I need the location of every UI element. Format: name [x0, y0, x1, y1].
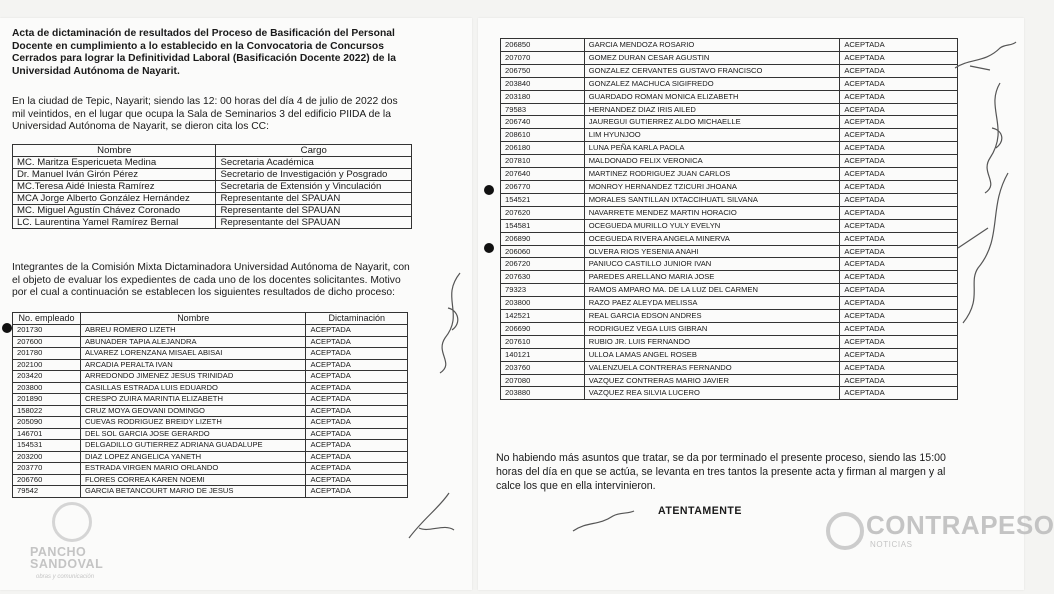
employee-number: 206060 — [501, 245, 585, 258]
dictamination-status: ACEPTADA — [306, 359, 408, 371]
results-header-id: No. empleado — [13, 313, 81, 325]
table-row — [13, 359, 408, 371]
employee-name: GONZALEZ MACHUCA SIGIFREDO — [584, 77, 840, 90]
table-row — [501, 232, 958, 245]
dictamination-status: ACEPTADA — [306, 348, 408, 360]
member-role: Secretaria Académica — [216, 157, 412, 169]
dictamination-status: ACEPTADA — [306, 486, 408, 498]
dictamination-status: ACEPTADA — [306, 371, 408, 383]
document-page-left — [0, 18, 472, 590]
member-name: LC. Laurentina Yamel Ramírez Bernal — [13, 217, 216, 229]
dictamination-status: ACEPTADA — [840, 387, 958, 400]
document-page-right — [478, 18, 1024, 590]
employee-name: ARCADIA PERALTA IVAN — [80, 359, 306, 371]
employee-name: VALENZUELA CONTRERAS FERNANDO — [584, 361, 840, 374]
table-row — [501, 310, 958, 323]
table-row — [501, 387, 958, 400]
results-body-left — [13, 325, 408, 498]
employee-name: VAZQUEZ REA SILVIA LUCERO — [584, 387, 840, 400]
employee-number: 206760 — [13, 474, 81, 486]
employee-number: 207080 — [501, 374, 585, 387]
table-row — [501, 322, 958, 335]
table-row — [501, 374, 958, 387]
table-row — [501, 361, 958, 374]
signature-long-right — [948, 168, 1018, 328]
table-row — [13, 440, 408, 452]
employee-number: 207600 — [13, 336, 81, 348]
table-row — [501, 297, 958, 310]
employee-number: 206890 — [501, 232, 585, 245]
employee-name: JAUREGUI GUTIERREZ ALDO MICHAELLE — [584, 116, 840, 129]
member-role: Representante del SPAUAN — [216, 217, 412, 229]
dictamination-status: ACEPTADA — [306, 451, 408, 463]
employee-name: REAL GARCIA EDSON ANDRES — [584, 310, 840, 323]
employee-name: OCEGUEDA MURILLO YULY EVELYN — [584, 219, 840, 232]
results-body-right — [501, 39, 958, 400]
members-body — [13, 157, 412, 229]
table-row — [501, 155, 958, 168]
signature-top-right — [950, 38, 1020, 78]
punch-hole — [484, 185, 494, 195]
employee-name: CRESPO ZUIRA MARINTIA ELIZABETH — [80, 394, 306, 406]
employee-name: RAMOS AMPARO MA. DE LA LUZ DEL CARMEN — [584, 284, 840, 297]
commission-paragraph: Integrantes de la Comisión Mixta Dictaminadora Universidad Autónoma de Nayarit, con el objeto de evaluar los expedientes de cada uno de los docentes solicitantes. Motivo por el cual a continuación se establecen los siguientes resultados de dicho proceso: — [12, 262, 410, 298]
member-role: Representante del SPAUAN — [216, 193, 412, 205]
employee-number: 207620 — [501, 206, 585, 219]
employee-name: ARREDONDO JIMENEZ JESUS TRINIDAD — [80, 371, 306, 383]
employee-name: RAZO PAEZ ALEYDA MELISSA — [584, 297, 840, 310]
table-row — [13, 336, 408, 348]
table-row — [501, 335, 958, 348]
table-row — [501, 206, 958, 219]
employee-name: ESTRADA VIRGEN MARIO ORLANDO — [80, 463, 306, 475]
dictamination-status: ACEPTADA — [840, 90, 958, 103]
employee-number: 203880 — [501, 387, 585, 400]
employee-number: 146701 — [13, 428, 81, 440]
table-row — [13, 474, 408, 486]
watermark-brand-name: CONTRAPESO — [866, 510, 1054, 540]
employee-name: HERNANDEZ DIAZ IRIS AILED — [584, 103, 840, 116]
dictamination-status: ACEPTADA — [840, 77, 958, 90]
dictamination-status: ACEPTADA — [840, 232, 958, 245]
table-row — [501, 180, 958, 193]
employee-number: 206690 — [501, 322, 585, 335]
employee-number: 203200 — [13, 451, 81, 463]
employee-name: GUARDADO ROMAN MONICA ELIZABETH — [584, 90, 840, 103]
table-row — [501, 348, 958, 361]
employee-number: 205090 — [13, 417, 81, 429]
employee-name: GARCIA MENDOZA ROSARIO — [584, 39, 840, 52]
member-name: MCA Jorge Alberto González Hernández — [13, 193, 216, 205]
dictamination-status: ACEPTADA — [840, 193, 958, 206]
employee-number: 154521 — [501, 193, 585, 206]
table-row — [13, 325, 408, 337]
employee-number: 203840 — [501, 77, 585, 90]
member-role: Secretario de Investigación y Posgrado — [216, 169, 412, 181]
members-table — [12, 144, 412, 229]
members-row — [13, 169, 412, 181]
members-header-row — [13, 145, 412, 157]
employee-number: 79542 — [13, 486, 81, 498]
dictamination-status: ACEPTADA — [306, 405, 408, 417]
members-row — [13, 205, 412, 217]
employee-number: 154581 — [501, 219, 585, 232]
employee-name: CUEVAS RODRIGUEZ BREIDY LIZETH — [80, 417, 306, 429]
table-row — [501, 271, 958, 284]
dictamination-status: ACEPTADA — [840, 322, 958, 335]
dictamination-status: ACEPTADA — [840, 180, 958, 193]
dictamination-status: ACEPTADA — [840, 284, 958, 297]
employee-number: 206740 — [501, 116, 585, 129]
employee-number: 207810 — [501, 155, 585, 168]
watermark-pancho-sandoval — [30, 502, 120, 594]
table-row — [13, 428, 408, 440]
employee-number: 207610 — [501, 335, 585, 348]
dictamination-status: ACEPTADA — [306, 463, 408, 475]
employee-name: LIM HYUNJOO — [584, 129, 840, 142]
table-row — [501, 284, 958, 297]
watermark-logo-circle — [52, 502, 92, 542]
member-name: MC. Maritza Espericueta Medina — [13, 157, 216, 169]
document-title: Acta de dictaminación de resultados del Proceso de Basificación del Personal Docente en cumplimiento a lo establecido en la Convocatoria de Concursos Cerrados para lograr la Definitividad Laboral (Basificación Docente 2022) de la Universidad Autónoma de Nayarit. — [12, 28, 396, 77]
dictamination-status: ACEPTADA — [840, 374, 958, 387]
dictamination-status: ACEPTADA — [840, 39, 958, 52]
dictamination-status: ACEPTADA — [840, 271, 958, 284]
members-row — [13, 217, 412, 229]
employee-name: NAVARRETE MENDEZ MARTIN HORACIO — [584, 206, 840, 219]
dictamination-status: ACEPTADA — [840, 155, 958, 168]
table-row — [501, 168, 958, 181]
employee-number: 142521 — [501, 310, 585, 323]
employee-name: CASILLAS ESTRADA LUIS EDUARDO — [80, 382, 306, 394]
employee-name: MARTINEZ RODRIGUEZ JUAN CARLOS — [584, 168, 840, 181]
employee-number: 203770 — [13, 463, 81, 475]
dictamination-status: ACEPTADA — [306, 394, 408, 406]
dictamination-status: ACEPTADA — [840, 142, 958, 155]
table-row — [501, 258, 958, 271]
employee-number: 203180 — [501, 90, 585, 103]
results-header-row — [13, 313, 408, 325]
table-row — [13, 382, 408, 394]
employee-name: PANIUCO CASTILLO JUNIOR IVAN — [584, 258, 840, 271]
table-row — [13, 371, 408, 383]
employee-number: 79323 — [501, 284, 585, 297]
watermark-brand-line2: SANDOVAL — [30, 557, 104, 571]
employee-number: 158022 — [13, 405, 81, 417]
employee-name: ULLOA LAMAS ANGEL ROSEB — [584, 348, 840, 361]
employee-name: GARCIA BETANCOURT MARIO DE JESUS — [80, 486, 306, 498]
watermark-ring-icon — [826, 512, 864, 550]
dictamination-status: ACEPTADA — [306, 474, 408, 486]
dictamination-status: ACEPTADA — [840, 297, 958, 310]
dictamination-status: ACEPTADA — [306, 325, 408, 337]
sign-off: ATENTAMENTE — [658, 505, 742, 517]
employee-number: 79583 — [501, 103, 585, 116]
dictamination-status: ACEPTADA — [840, 206, 958, 219]
table-row — [501, 193, 958, 206]
table-row — [501, 245, 958, 258]
table-row — [13, 417, 408, 429]
results-table-left — [12, 312, 408, 498]
table-row — [501, 77, 958, 90]
employee-number: 206180 — [501, 142, 585, 155]
table-row — [501, 64, 958, 77]
opening-paragraph: En la ciudad de Tepic, Nayarit; siendo las 12: 00 horas del día 4 de julio de 2022 dos mil veintidos, en el lugar que ocupa la Sala de Seminarios 3 del edificio PIIDA de la Universidad Autónoma de Nayarit, se dieron cita los CC: — [12, 96, 398, 132]
employee-name: RUBIO JR. LUIS FERNANDO — [584, 335, 840, 348]
dictamination-status: ACEPTADA — [306, 336, 408, 348]
employee-number: 206850 — [501, 39, 585, 52]
table-row — [501, 129, 958, 142]
dictamination-status: ACEPTADA — [840, 129, 958, 142]
results-header-status: Dictaminación — [306, 313, 408, 325]
employee-number: 203760 — [501, 361, 585, 374]
members-row — [13, 157, 412, 169]
dictamination-status: ACEPTADA — [840, 361, 958, 374]
employee-number: 203800 — [501, 297, 585, 310]
table-row — [13, 405, 408, 417]
signature-bottom-right — [568, 506, 638, 536]
employee-name: ALVAREZ LORENZANA MISAEL ABISAI — [80, 348, 306, 360]
signature-bottom-left — [404, 488, 464, 548]
employee-name: RODRIGUEZ VEGA LUIS GIBRAN — [584, 322, 840, 335]
punch-hole — [2, 323, 12, 333]
employee-name: DELGADILLO GUTIERREZ ADRIANA GUADALUPE — [80, 440, 306, 452]
table-row — [13, 451, 408, 463]
employee-number: 203420 — [13, 371, 81, 383]
employee-name: MONROY HERNANDEZ TZICURI JHOANA — [584, 180, 840, 193]
employee-number: 206750 — [501, 64, 585, 77]
results-header-name: Nombre — [80, 313, 306, 325]
table-row — [501, 39, 958, 52]
dictamination-status: ACEPTADA — [840, 335, 958, 348]
table-row — [13, 463, 408, 475]
employee-number: 207630 — [501, 271, 585, 284]
employee-number: 203800 — [13, 382, 81, 394]
employee-name: ABUNADER TAPIA ALEJANDRA — [80, 336, 306, 348]
table-row — [501, 142, 958, 155]
employee-number: 140121 — [501, 348, 585, 361]
employee-name: GOMEZ DURAN CESAR AGUSTIN — [584, 51, 840, 64]
dictamination-status: ACEPTADA — [306, 428, 408, 440]
member-name: Dr. Manuel Iván Girón Pérez — [13, 169, 216, 181]
table-row — [501, 51, 958, 64]
dictamination-status: ACEPTADA — [840, 168, 958, 181]
dictamination-status: ACEPTADA — [840, 64, 958, 77]
employee-number: 201890 — [13, 394, 81, 406]
member-role: Representante del SPAUAN — [216, 205, 412, 217]
members-row — [13, 181, 412, 193]
table-row — [13, 486, 408, 498]
employee-number: 201780 — [13, 348, 81, 360]
employee-name: CRUZ MOYA GEOVANI DOMINGO — [80, 405, 306, 417]
employee-number: 154531 — [13, 440, 81, 452]
employee-name: OLVERA RIOS YESENIA ANAHI — [584, 245, 840, 258]
table-row — [501, 103, 958, 116]
watermark-contrapeso — [826, 510, 1054, 560]
closing-paragraph: No habiendo más asuntos que tratar, se da por terminado el presente proceso, siendo las 15:00 horas del día en que se actúa, se levanta en tres tantos la presente acta y firman al margen y al calce los que en ella intervinieron. — [496, 452, 946, 492]
watermark-brand-sub: NOTICIAS — [870, 540, 913, 549]
employee-name: LUNA PEÑA KARLA PAOLA — [584, 142, 840, 155]
table-row — [13, 394, 408, 406]
table-row — [501, 116, 958, 129]
employee-number: 202100 — [13, 359, 81, 371]
dictamination-status: ACEPTADA — [840, 348, 958, 361]
table-row — [501, 90, 958, 103]
dictamination-status: ACEPTADA — [840, 310, 958, 323]
member-name: MC. Miguel Agustín Chávez Coronado — [13, 205, 216, 217]
employee-name: OCEGUEDA RIVERA ANGELA MINERVA — [584, 232, 840, 245]
employee-name: ABREU ROMERO LIZETH — [80, 325, 306, 337]
dictamination-status: ACEPTADA — [840, 103, 958, 116]
table-row — [13, 348, 408, 360]
dictamination-status: ACEPTADA — [840, 51, 958, 64]
dictamination-status: ACEPTADA — [840, 116, 958, 129]
dictamination-status: ACEPTADA — [840, 219, 958, 232]
employee-name: FLORES CORREA KAREN NOEMI — [80, 474, 306, 486]
employee-name: MORALES SANTILLAN IXTACCIHUATL SILVANA — [584, 193, 840, 206]
employee-number: 207640 — [501, 168, 585, 181]
employee-name: VAZQUEZ CONTRERAS MARIO JAVIER — [584, 374, 840, 387]
employee-name: DEL SOL GARCIA JOSE GERARDO — [80, 428, 306, 440]
member-name: MC.Teresa Aidé Iniesta Ramírez — [13, 181, 216, 193]
members-header-name: Nombre — [13, 145, 216, 157]
table-row — [501, 219, 958, 232]
employee-name: DIAZ LOPEZ ANGELICA YANETH — [80, 451, 306, 463]
signature-margin-left — [430, 268, 470, 378]
employee-number: 207070 — [501, 51, 585, 64]
employee-number: 206770 — [501, 180, 585, 193]
punch-hole — [484, 243, 494, 253]
watermark-brand-line1: PANCHO — [30, 545, 87, 559]
dictamination-status: ACEPTADA — [306, 417, 408, 429]
employee-number: 208610 — [501, 129, 585, 142]
dictamination-status: ACEPTADA — [306, 440, 408, 452]
employee-number: 206720 — [501, 258, 585, 271]
member-role: Secretaria de Extensión y Vinculación — [216, 181, 412, 193]
dictamination-status: ACEPTADA — [840, 245, 958, 258]
members-row — [13, 193, 412, 205]
employee-number: 201730 — [13, 325, 81, 337]
members-header-role: Cargo — [216, 145, 412, 157]
results-table-right — [500, 38, 958, 400]
dictamination-status: ACEPTADA — [306, 382, 408, 394]
employee-name: GONZALEZ CERVANTES GUSTAVO FRANCISCO — [584, 64, 840, 77]
employee-name: PAREDES ARELLANO MARIA JOSE — [584, 271, 840, 284]
dictamination-status: ACEPTADA — [840, 258, 958, 271]
watermark-tagline: obras y comunicación — [36, 574, 95, 580]
employee-name: MALDONADO FELIX VERONICA — [584, 155, 840, 168]
